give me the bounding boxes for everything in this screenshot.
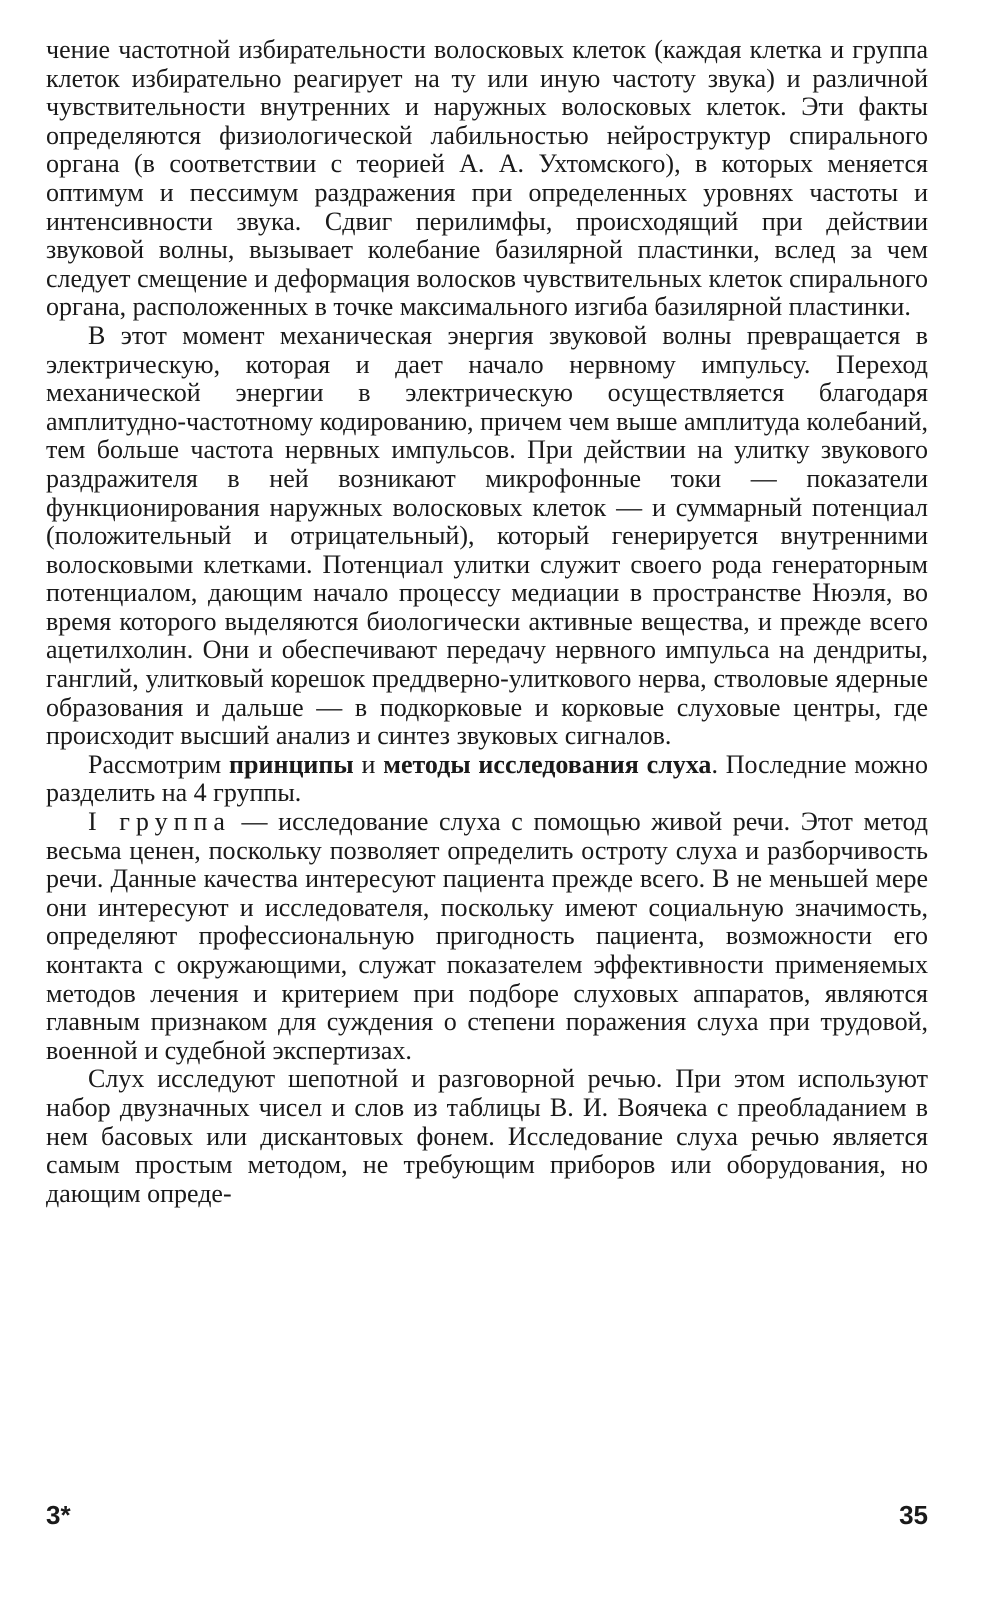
signature-mark: 3* [46,1500,71,1530]
paragraph-5: Слух исследуют шепотной и разговорной речью. При этом используют набор двузначных чисел и слов из таблицы В. И. Воячека с преобладанием в нем басовых или дискантовых фонем. Исследование слуха речью является самым простым методом, не требующим приборов или оборудования, но дающим опреде- [46,1064,928,1208]
term-methods: методы исследования слуха [383,749,712,779]
group-heading: I группа [88,807,231,837]
page-number: 35 [899,1500,928,1530]
paragraph-1: чение частотной избирательности волосковых клеток (каждая клетка и группа клеток избирательно реагирует на ту или иную частоту звука) и различной чувствительности внутренних и наружных волосковых клеток. Эти факты определяются физиологической лабильностью нейроструктур спирального органа (в соответствии с теорией А. А. Ухтомского), в которых меняется оптимум и пессимум раздражения при определенных уровнях частоты и интенсивности звука. Сдвиг перилимфы, происходящий при действии звуковой волны, вызывает колебание базилярной пластинки, вслед за чем следует смещение и деформация волосков чувствительных клеток спирального органа, расположенных в точке максимального изгиба базилярной пластинки. [46,35,928,322]
paragraph-3-end: . Последние можно разделить на 4 группы. [46,749,928,808]
paragraph-3-mid: и [353,749,384,779]
page-body [46,36,928,1208]
term-principles: принципы [229,749,354,779]
paragraph-2: В этот момент механическая энергия звуковой волны превращается в электрическую, которая и дает начало нервному импульсу. Переход механической энергии в электрическую осуществляется благодаря амплитудно-частотному кодированию, причем чем выше амплитуда колебаний, тем больше частота нервных импульсов. При действии на улитку звукового раздражителя в ней возникают микрофонные токи — показатели функционирования наружных волосковых клеток — и суммарный потенциал (положительный и отрицательный), который генерируется внутренними волосковыми клетками. Потенциал улитки служит своего рода генераторным потенциалом, дающим начало процессу медиации в пространстве Нюэля, во время которого выделяются биологически активные вещества, и прежде всего ацетилхолин. Они и обеспечивают передачу нервного импульса на дендриты, ганглий, улитковый корешок преддверно-улиткового нерва, стволовые ядерные образования и дальше — в подкорковые и корковые слуховые центры, где происходит высший анализ и синтез звуковых сигналов. [46,320,928,751]
paragraph-4-rest: — исследование слуха с помощью живой речи. Этот метод весьма ценен, поскольку позволяет определить остроту слуха и разборчивость речи. Данные качества интересуют пациента прежде всего. В не меньшей мере они интересуют и исследователя, поскольку имеют социальную значимость, определяют профессиональную пригодность пациента, возможности его контакта с окружающими, служат показателем эффективности применяемых методов лечения и критерием при подборе слуховых аппаратов, являются главным признаком для суждения о степени поражения слуха при трудовой, военной и судебной экспертизах. [46,807,928,1065]
paragraph-4 [46,808,928,1065]
paragraph-3 [46,751,928,808]
paragraph-3-start: Рассмотрим [88,749,230,779]
